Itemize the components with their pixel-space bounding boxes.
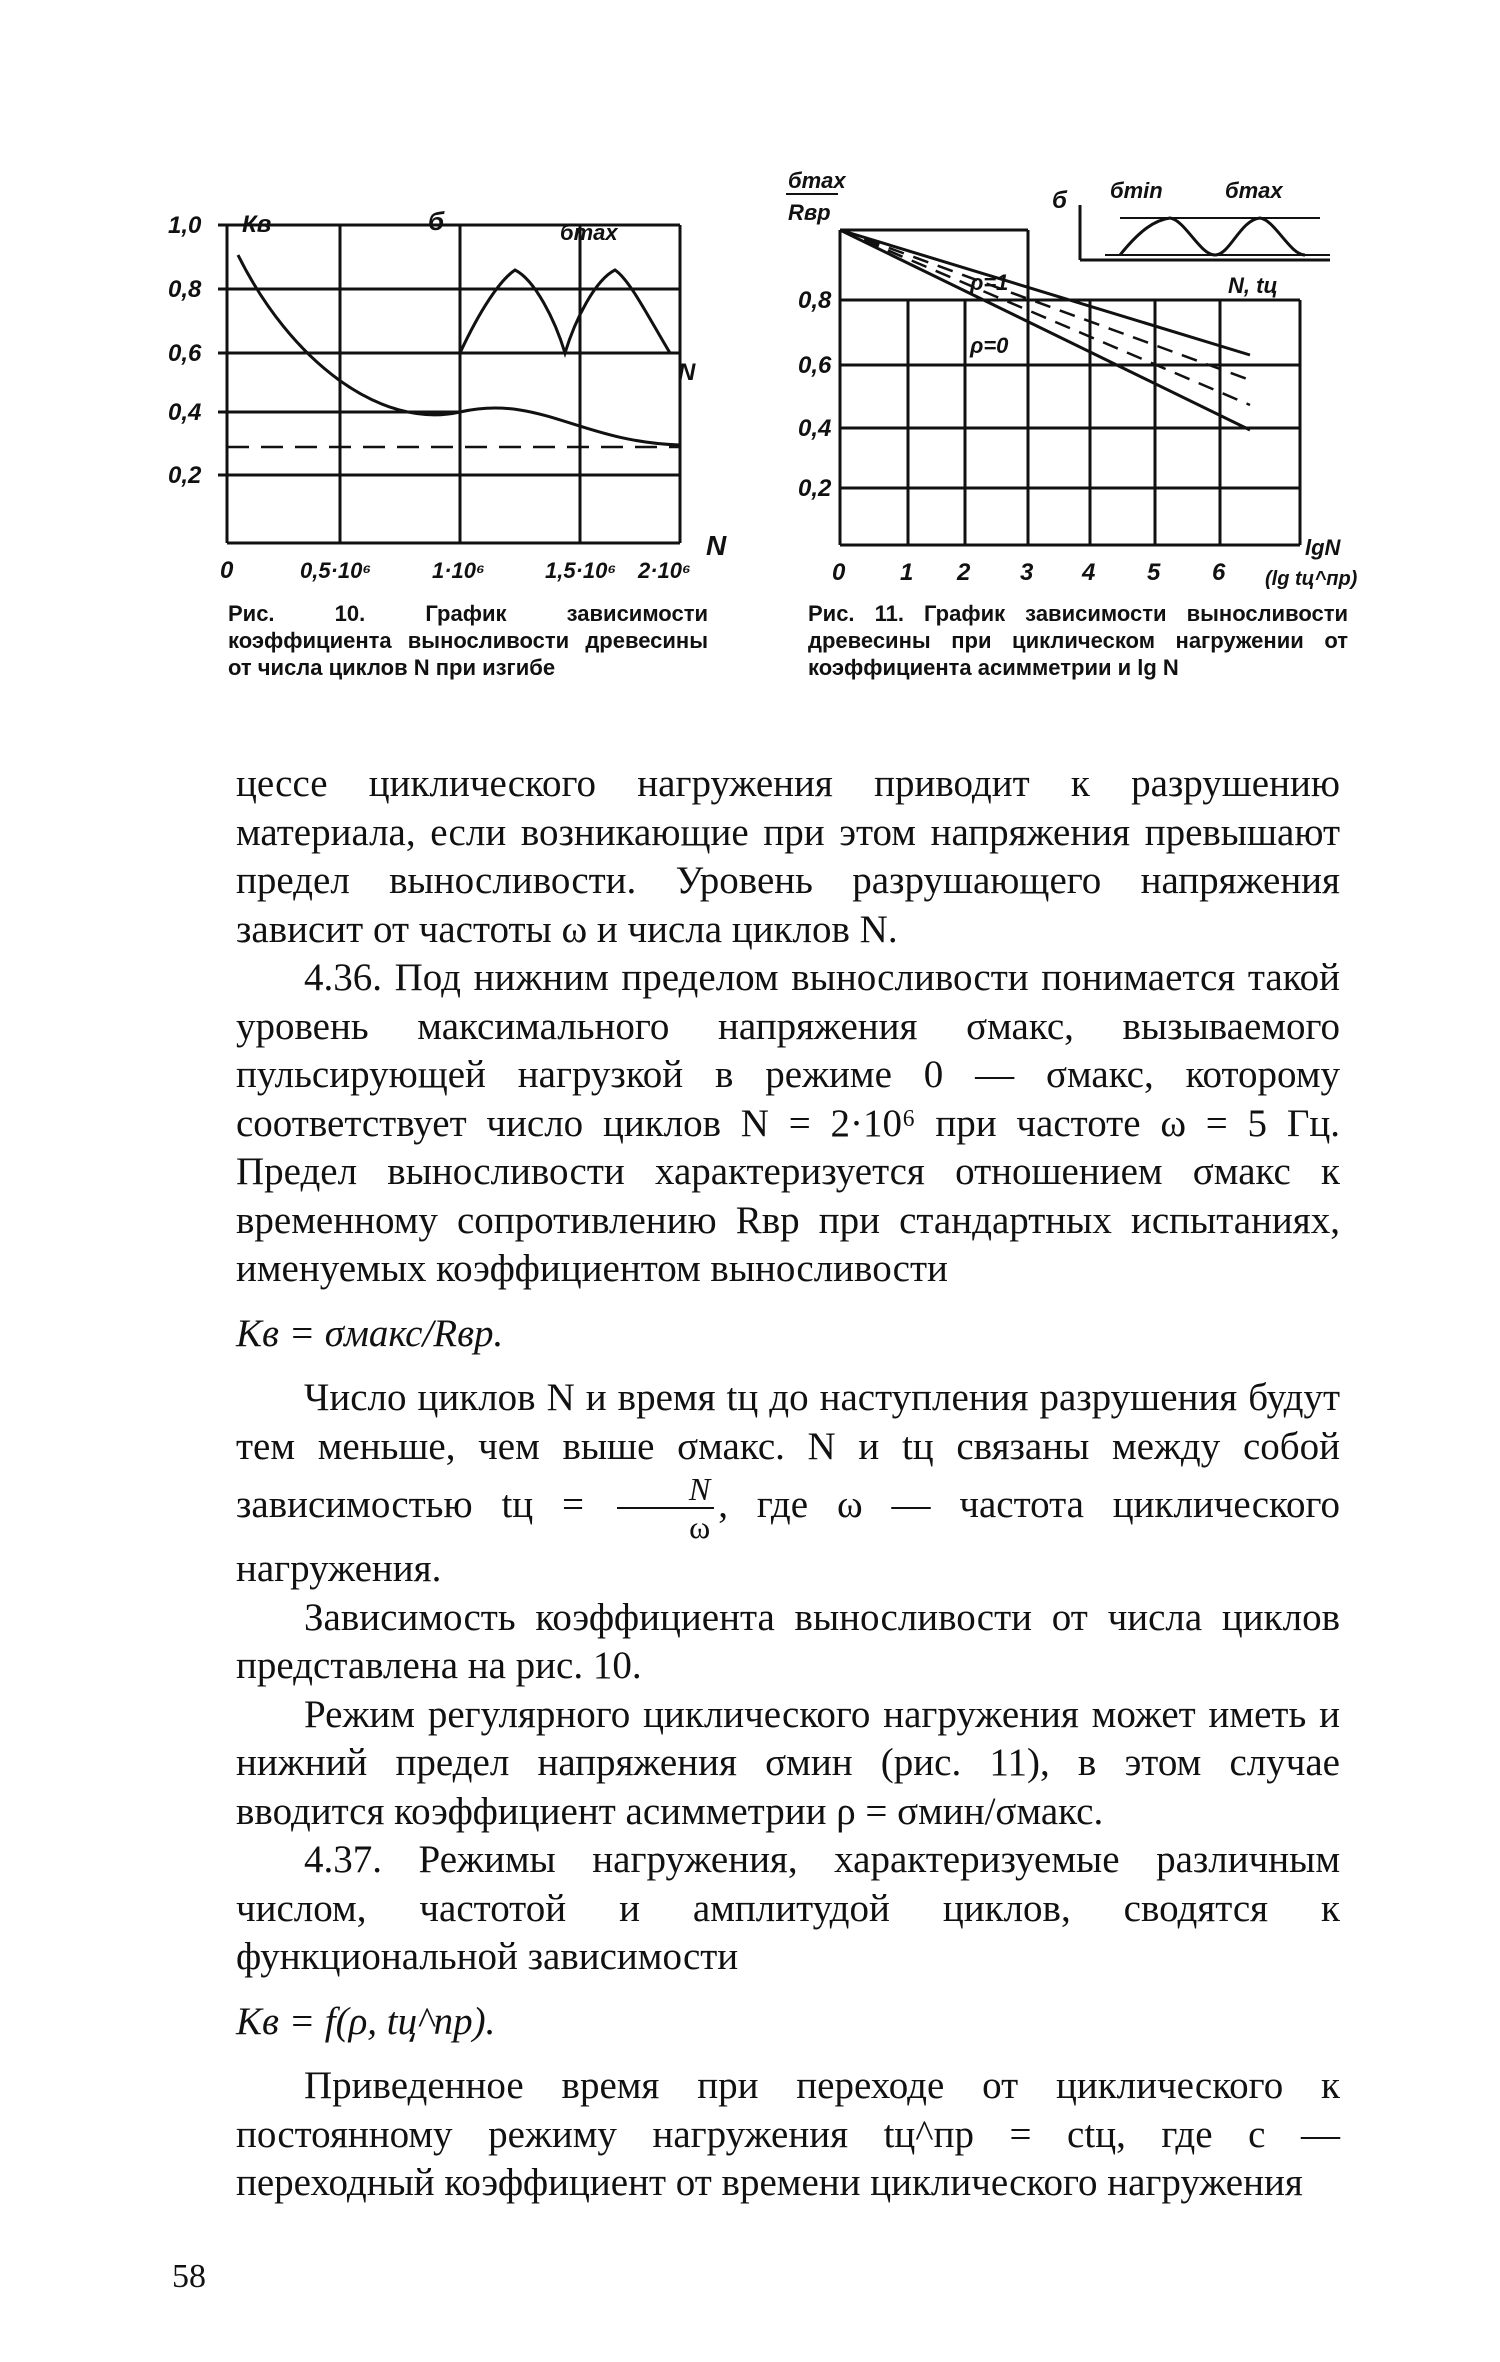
fig10-label-sigma: б xyxy=(428,206,445,236)
fig11-ytick: 0,6 xyxy=(798,352,832,379)
fig11-label-sigma: б xyxy=(1052,187,1067,214)
fraction-numerator: N xyxy=(617,1471,714,1509)
fig11-label-inset-axis: N, tц xyxy=(1228,273,1278,298)
fig10-xtick: 1·10⁶ xyxy=(432,558,485,583)
fig11-label-rho1: ρ=1 xyxy=(970,270,1009,295)
figure-11-caption: Рис. 11. График зависимости выносливости древесины при циклическом нагружении от коэффициента асимметрии и lg N xyxy=(808,601,1348,680)
fig10-ytick: 0,6 xyxy=(168,340,202,367)
fig10-xtick: 1,5·10⁶ xyxy=(545,558,617,583)
paragraph: Зависимость коэффициента выносливости от числа циклов представлена на рис. 10. xyxy=(236,1595,1340,1687)
fig11-xtick: 3 xyxy=(1020,559,1034,586)
paragraph: цессе циклического нагружения приводит к разрушению материала, если возникающие при этом напряжения превышают предел выносливости. Уровень разрушающего напряжения зависит от частоты ω и числа циклов N. xyxy=(236,762,1340,951)
fig11-ytick: 0,2 xyxy=(798,475,832,502)
fig10-xtick: 0,5·10⁶ xyxy=(300,558,372,583)
paragraph: Режим регулярного циклического нагружения может иметь и нижний предел напряжения σмин (рис. 11), в этом случае вводится коэффициент асимметрии ρ = σмин/σмакс. xyxy=(236,1692,1340,1833)
fig10-label-n-axis: N xyxy=(706,530,727,561)
fig11-inset-waves xyxy=(1120,218,1305,255)
formula-kv: Kв = σмакс/Rвр. xyxy=(236,1311,504,1355)
fraction-n-omega xyxy=(617,1471,714,1545)
fig11-x-label-top: lgN xyxy=(1305,535,1341,560)
page-number: 58 xyxy=(172,2258,206,2295)
fig11-label-rho0: ρ=0 xyxy=(970,333,1009,358)
paragraph-text: , где ω — частота циклического нагружения. xyxy=(236,1482,1341,1590)
formula-kv-f: Kв = f(ρ, tц^пр). xyxy=(236,1999,496,2043)
fig10-ytick: 0,2 xyxy=(168,462,202,489)
fig10-ytick: 1,0 xyxy=(168,212,202,239)
figure-11 xyxy=(760,160,1360,600)
paragraph-cycles xyxy=(236,1374,1340,1594)
fig10-xtick: 2·10⁶ xyxy=(638,558,691,583)
fig11-x-label-bottom: (lg tц^пр) xyxy=(1265,568,1358,590)
fig11-xtick: 1 xyxy=(900,559,914,586)
fig11-y-label-top: бmax xyxy=(788,168,846,193)
paragraph-text: Число циклов N и время tц до наступления разрушения будут тем меньше, чем выше σмакс. N и tц связаны между собой зависимостью tц = xyxy=(236,1376,1340,1526)
fig11-ytick: 0,4 xyxy=(798,415,832,442)
fig10-label-k: Кв xyxy=(242,211,272,238)
fig10-inset-waves xyxy=(460,270,670,353)
fraction-denominator: ω xyxy=(689,1509,711,1545)
fig11-y-label-bottom: Rвр xyxy=(788,200,831,225)
fig10-ytick: 0,8 xyxy=(168,276,202,303)
fig10-label-sigma-max: бmax xyxy=(560,220,618,245)
fig11-xtick: 2 xyxy=(957,559,971,586)
paragraph-4-37: 4.37. Режимы нагружения, характеризуемые различным числом, частотой и амплитудой циклов, сводятся к функциональной зависимости xyxy=(236,1838,1340,1978)
paragraph-4-36: 4.36. Под нижним пределом выносливости понимается такой уровень максимального напряжения σмакс, вызываемого пульсирующей нагрузкой в режиме 0 — σмакс, которому соответствует число циклов N = 2·10⁶ при частоте ω = 5 Гц. Предел выносливости характеризуется отношением σмакс к временному сопротивлению Rвр при стандартных испытаниях, именуемых коэффициентом выносливости xyxy=(236,956,1340,1290)
fig11-xtick: 5 xyxy=(1147,559,1161,586)
paragraph: Приведенное время при переходе от циклического к постоянному режиму нагружения tц^пр = ctц, где c — переходный коэффициент от времени циклического нагружения xyxy=(236,2064,1340,2204)
fig11-xtick: 0 xyxy=(832,559,846,586)
fig11-ytick: 0,8 xyxy=(798,287,832,314)
fig10-xtick: 0 xyxy=(220,557,234,584)
body-text xyxy=(236,760,1340,2208)
figure-10-caption: Рис. 10. График зависимости коэффициента выносливости древесины от числа циклов N при изгибе xyxy=(228,601,708,680)
fig11-label-sigma-min: бmin xyxy=(1110,178,1163,203)
fig10-ytick: 0,4 xyxy=(168,399,202,426)
fig11-xtick: 4 xyxy=(1082,559,1096,586)
fig11-label-sigma-max: бmax xyxy=(1225,178,1283,203)
fig11-xtick: 6 xyxy=(1212,559,1226,586)
fig10-label-n-inset: N xyxy=(678,359,696,386)
figure-10 xyxy=(160,200,760,600)
fig11-line-rho1 xyxy=(840,230,1250,355)
